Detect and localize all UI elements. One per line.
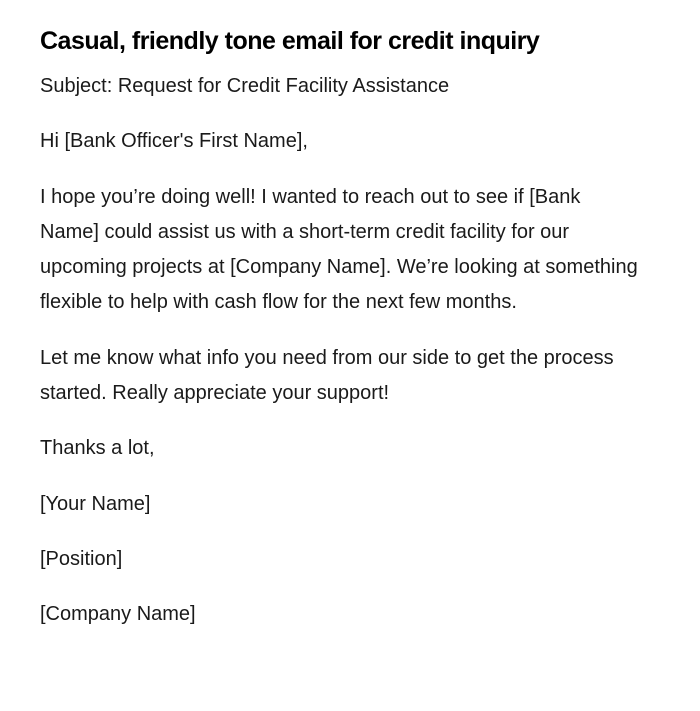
email-subject: Subject: Request for Credit Facility Assistance <box>40 75 450 97</box>
signature-name: [Your Name] <box>40 492 151 515</box>
email-closing: Thanks a lot, <box>40 437 155 460</box>
email-greeting: Hi [Bank Officer's First Name], <box>40 130 308 153</box>
document-title: Casual, friendly tone email for credit inquiry <box>40 27 540 55</box>
signature-company: [Company Name] <box>40 603 196 626</box>
email-body-paragraph-1: I hope you’re doing well! I wanted to reach out to see if [Bank Name] could assist us with a short-term credit facility for our upcoming projects at [Company Name]. We’re looking at something flexible to help with cash flow for the next few months. <box>40 185 638 314</box>
signature-position: [Position] <box>40 547 123 570</box>
email-document <box>40 24 640 633</box>
email-body-paragraph-2: Let me know what info you need from our side to get the process started. Really appreciate your support! <box>40 346 614 405</box>
